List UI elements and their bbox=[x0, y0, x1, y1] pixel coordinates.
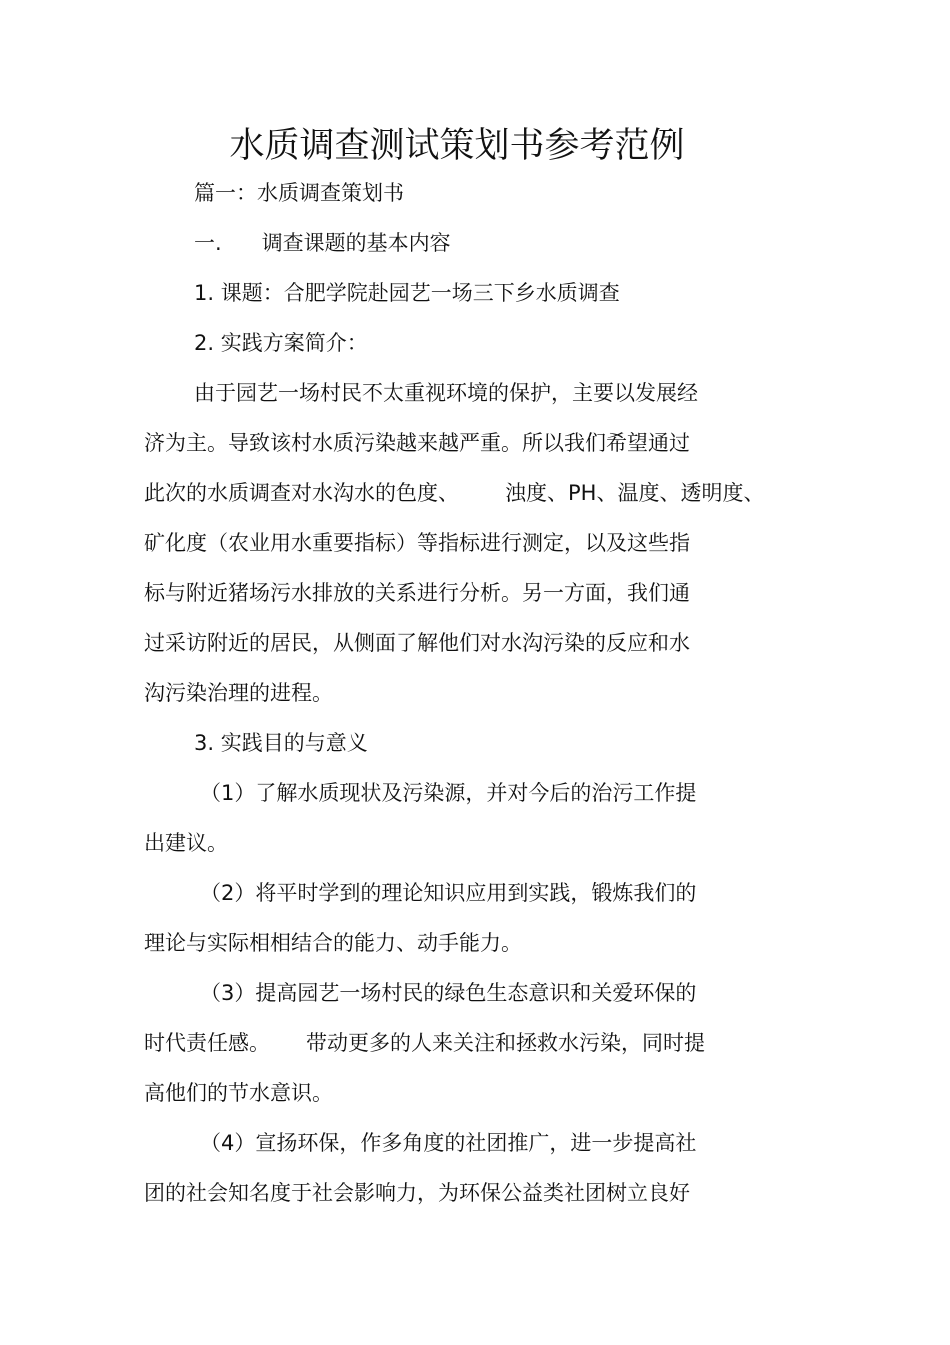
paragraph-fragment: 浊度、PH、温度、透明度、 bbox=[505, 481, 765, 505]
item-plan-intro: 2. 实践方案简介： bbox=[194, 331, 368, 355]
paragraph-line bbox=[144, 479, 764, 507]
purpose-line: 高他们的节水意识。 bbox=[144, 1081, 333, 1105]
paragraph-line: 过采访附近的居民，从侧面了解他们对水沟污染的反应和水 bbox=[144, 631, 690, 655]
item-purpose-heading: 3. 实践目的与意义 bbox=[194, 731, 368, 755]
purpose-line: （3）提高园艺一场村民的绿色生态意识和关爱环保的 bbox=[200, 981, 697, 1005]
item-topic: 1. 课题：合肥学院赴园艺一场三下乡水质调查 bbox=[194, 281, 620, 305]
purpose-line: 团的社会知名度于社会影响力，为环保公益类社团树立良好 bbox=[144, 1181, 690, 1205]
purpose-line: （1）了解水质现状及污染源，并对今后的治污工作提 bbox=[200, 781, 697, 805]
paragraph-line: 济为主。导致该村水质污染越来越严重。所以我们希望通过 bbox=[144, 431, 690, 455]
section-heading bbox=[194, 229, 451, 257]
paragraph-line: 由于园艺一场村民不太重视环境的保护，主要以发展经 bbox=[194, 381, 698, 405]
purpose-fragment: 带动更多的人来关注和拯救水污染，同时提 bbox=[306, 1031, 705, 1055]
paragraph-line: 矿化度（农业用水重要指标）等指标进行测定，以及这些指 bbox=[144, 531, 690, 555]
paragraph-fragment: 此次的水质调查对水沟水的色度、 bbox=[144, 481, 459, 505]
purpose-line: （2）将平时学到的理论知识应用到实践，锻炼我们的 bbox=[200, 881, 697, 905]
chapter-heading: 篇一：水质调查策划书 bbox=[194, 181, 404, 205]
paragraph-line: 沟污染治理的进程。 bbox=[144, 681, 333, 705]
paragraph-line: 标与附近猪场污水排放的关系进行分析。另一方面，我们通 bbox=[144, 581, 690, 605]
section-title: 调查课题的基本内容 bbox=[261, 231, 451, 255]
purpose-line bbox=[144, 1029, 705, 1057]
purpose-line: 出建议。 bbox=[144, 831, 228, 855]
section-number: 一. bbox=[194, 231, 222, 255]
purpose-line: （4）宣扬环保，作多角度的社团推广，进一步提高社 bbox=[200, 1131, 697, 1155]
purpose-line: 理论与实际相相结合的能力、动手能力。 bbox=[144, 931, 522, 955]
purpose-fragment: 时代责任感。 bbox=[144, 1031, 270, 1055]
document-title: 水质调查测试策划书参考范例 bbox=[229, 126, 685, 166]
